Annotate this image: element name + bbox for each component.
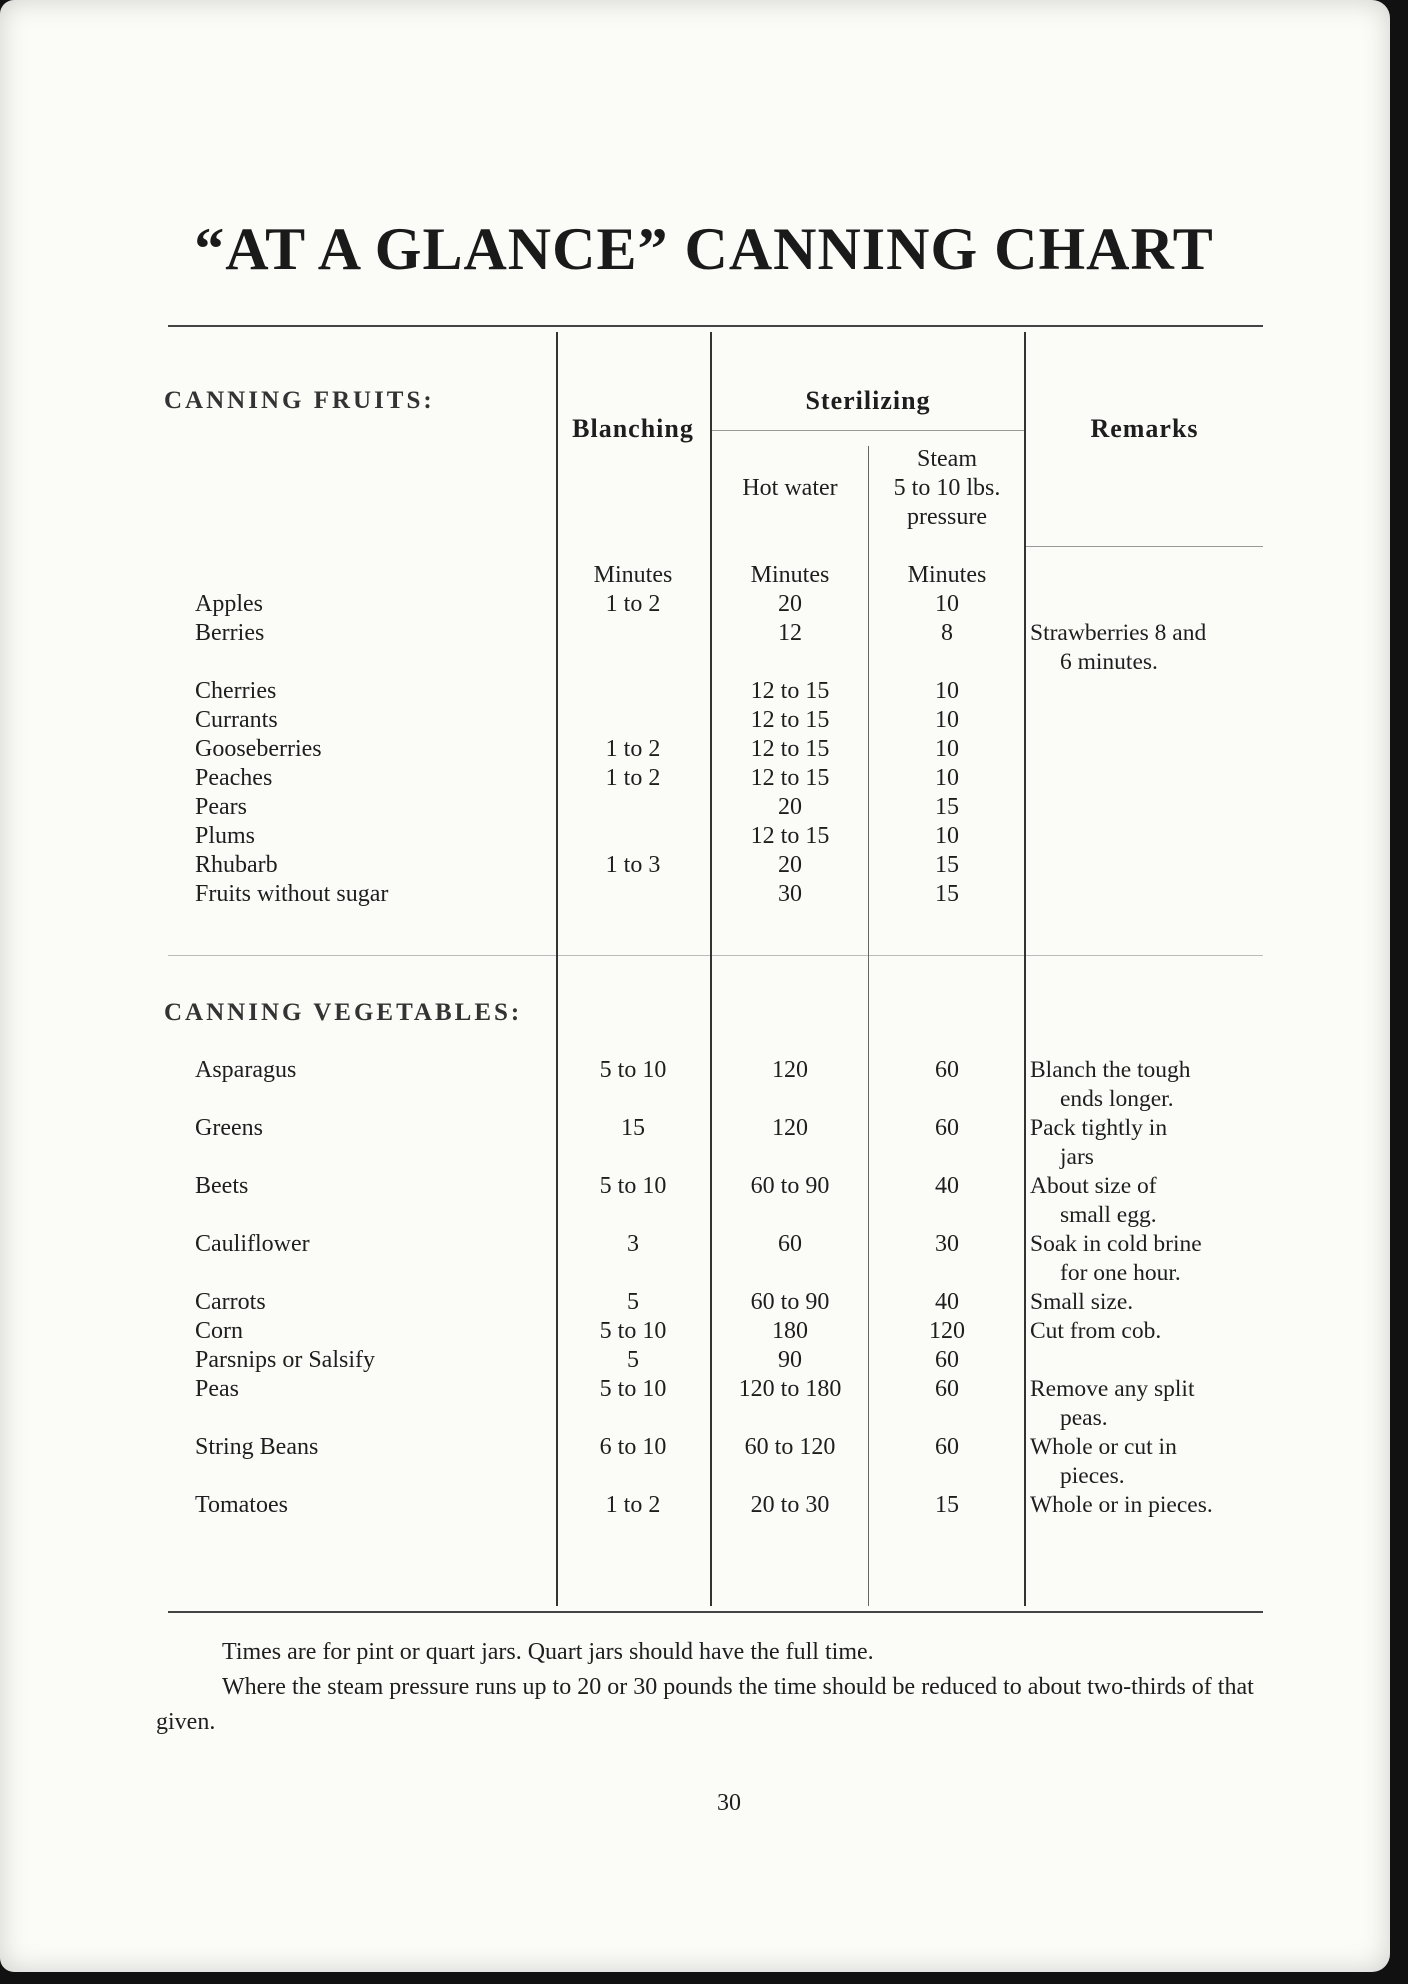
row-blanching: 5 to 10 <box>599 1057 667 1083</box>
row-blanching: 5 <box>627 1289 639 1315</box>
row-hot-water: 30 <box>778 881 802 907</box>
row-name: Asparagus <box>195 1057 297 1083</box>
row-name: Carrots <box>195 1289 266 1315</box>
row-name: Parsnips or Salsify <box>195 1347 375 1373</box>
minutes-hot-water: Minutes <box>750 562 830 588</box>
row-steam: 60 <box>935 1347 959 1373</box>
fruits-section-heading: CANNING FRUITS: <box>164 387 435 414</box>
page-number: 30 <box>717 1790 741 1816</box>
row-name: Berries <box>195 620 265 646</box>
row-blanching: 1 to 2 <box>605 591 661 617</box>
row-remark: Cut from cob. <box>1030 1318 1162 1344</box>
row-hot-water: 20 <box>778 591 802 617</box>
row-hot-water: 120 <box>772 1115 808 1141</box>
row-hot-water: 60 to 90 <box>750 1289 830 1315</box>
row-hot-water: 12 to 15 <box>750 736 830 762</box>
row-blanching: 15 <box>621 1115 645 1141</box>
row-steam: 8 <box>941 620 953 646</box>
row-remark: Strawberries 8 and <box>1030 620 1207 646</box>
row-name: String Beans <box>195 1434 319 1460</box>
column-rule-2 <box>710 332 712 1606</box>
row-remark: Pack tightly in <box>1030 1115 1168 1141</box>
row-name: Pears <box>195 794 247 820</box>
row-blanching: 5 to 10 <box>599 1173 667 1199</box>
row-steam: 15 <box>935 852 959 878</box>
row-remark: About size of <box>1030 1173 1157 1199</box>
row-remark: small egg. <box>1060 1202 1157 1228</box>
row-hot-water: 20 <box>778 794 802 820</box>
row-name: Peaches <box>195 765 273 791</box>
row-name: Peas <box>195 1376 239 1402</box>
row-hot-water: 90 <box>778 1347 802 1373</box>
row-blanching: 6 to 10 <box>599 1434 667 1460</box>
remarks-header: Remarks <box>1090 414 1199 443</box>
bottom-rule <box>168 1611 1263 1613</box>
header-rule <box>1026 546 1263 547</box>
row-remark: Remove any split <box>1030 1376 1195 1402</box>
row-steam: 120 <box>929 1318 965 1344</box>
row-steam: 40 <box>935 1289 959 1315</box>
row-steam: 60 <box>935 1434 959 1460</box>
column-rule-4 <box>1024 332 1026 1606</box>
row-remark: Whole or in pieces. <box>1030 1492 1213 1518</box>
row-steam: 10 <box>935 765 959 791</box>
row-hot-water: 180 <box>772 1318 808 1344</box>
row-blanching: 5 to 10 <box>599 1318 667 1344</box>
row-hot-water: 12 to 15 <box>750 707 830 733</box>
hot-water-header: Hot water <box>742 475 838 501</box>
row-steam: 10 <box>935 707 959 733</box>
row-remark: peas. <box>1060 1405 1108 1431</box>
top-rule <box>168 325 1263 327</box>
row-name: Currants <box>195 707 278 733</box>
row-remark: for one hour. <box>1060 1260 1181 1286</box>
row-remark: Small size. <box>1030 1289 1134 1315</box>
row-steam: 15 <box>935 794 959 820</box>
row-steam: 60 <box>935 1376 959 1402</box>
steam-header-line3: pressure <box>907 504 987 530</box>
row-name: Cherries <box>195 678 277 704</box>
steam-header-line1: Steam <box>917 446 977 472</box>
sterilizing-rule <box>712 430 1024 431</box>
row-steam: 15 <box>935 1492 959 1518</box>
row-name: Cauliflower <box>195 1231 310 1257</box>
vegetables-section-heading: CANNING VEGETABLES: <box>164 999 523 1026</box>
row-hot-water: 12 to 15 <box>750 823 830 849</box>
row-blanching: 1 to 3 <box>605 852 661 878</box>
row-hot-water: 120 <box>772 1057 808 1083</box>
column-rule-1 <box>556 332 558 1606</box>
row-blanching: 1 to 2 <box>605 1492 661 1518</box>
row-hot-water: 20 <box>778 852 802 878</box>
row-steam: 10 <box>935 678 959 704</box>
row-remark: Whole or cut in <box>1030 1434 1177 1460</box>
row-hot-water: 60 to 90 <box>750 1173 830 1199</box>
row-blanching: 3 <box>627 1231 639 1257</box>
row-name: Corn <box>195 1318 243 1344</box>
row-name: Gooseberries <box>195 736 322 762</box>
row-remark: 6 minutes. <box>1060 649 1158 675</box>
minutes-steam: Minutes <box>907 562 987 588</box>
row-steam: 40 <box>935 1173 959 1199</box>
row-steam: 30 <box>935 1231 959 1257</box>
row-name: Tomatoes <box>195 1492 288 1518</box>
row-steam: 10 <box>935 591 959 617</box>
row-hot-water: 12 <box>778 620 802 646</box>
page-title: “AT A GLANCE” CANNING CHART <box>194 216 1214 282</box>
row-name: Beets <box>195 1173 249 1199</box>
row-hot-water: 60 to 120 <box>744 1434 836 1460</box>
blanching-header: Blanching <box>572 414 694 443</box>
row-steam: 60 <box>935 1115 959 1141</box>
row-name: Fruits without sugar <box>195 881 389 907</box>
row-hot-water: 20 to 30 <box>750 1492 830 1518</box>
steam-header-line2: 5 to 10 lbs. <box>893 475 1001 501</box>
row-blanching: 5 <box>627 1347 639 1373</box>
row-remark: jars <box>1060 1144 1094 1170</box>
footer-note-2: Where the steam pressure runs up to 20 or 30 pounds the time should be reduced to about two-thirds of that given. <box>156 1674 1254 1735</box>
row-steam: 10 <box>935 823 959 849</box>
row-remark: Blanch the tough <box>1030 1057 1191 1083</box>
minutes-blanching: Minutes <box>593 562 673 588</box>
row-name: Greens <box>195 1115 263 1141</box>
row-hot-water: 12 to 15 <box>750 765 830 791</box>
row-blanching: 1 to 2 <box>605 736 661 762</box>
row-hot-water: 120 to 180 <box>738 1376 842 1402</box>
row-name: Rhubarb <box>195 852 278 878</box>
row-remark: ends longer. <box>1060 1086 1174 1112</box>
row-name: Plums <box>195 823 256 849</box>
row-hot-water: 12 to 15 <box>750 678 830 704</box>
row-name: Apples <box>195 591 263 617</box>
row-blanching: 1 to 2 <box>605 765 661 791</box>
row-steam: 10 <box>935 736 959 762</box>
fruit-veg-divider <box>168 955 1263 956</box>
footer-note-1: Times are for pint or quart jars. Quart jars should have the full time. <box>222 1639 874 1665</box>
row-blanching: 5 to 10 <box>599 1376 667 1402</box>
sterilizing-header: Sterilizing <box>805 386 931 415</box>
row-remark: Soak in cold brine <box>1030 1231 1202 1257</box>
column-rule-3 <box>868 446 869 1606</box>
row-hot-water: 60 <box>778 1231 802 1257</box>
row-remark: pieces. <box>1060 1463 1125 1489</box>
row-steam: 60 <box>935 1057 959 1083</box>
row-steam: 15 <box>935 881 959 907</box>
